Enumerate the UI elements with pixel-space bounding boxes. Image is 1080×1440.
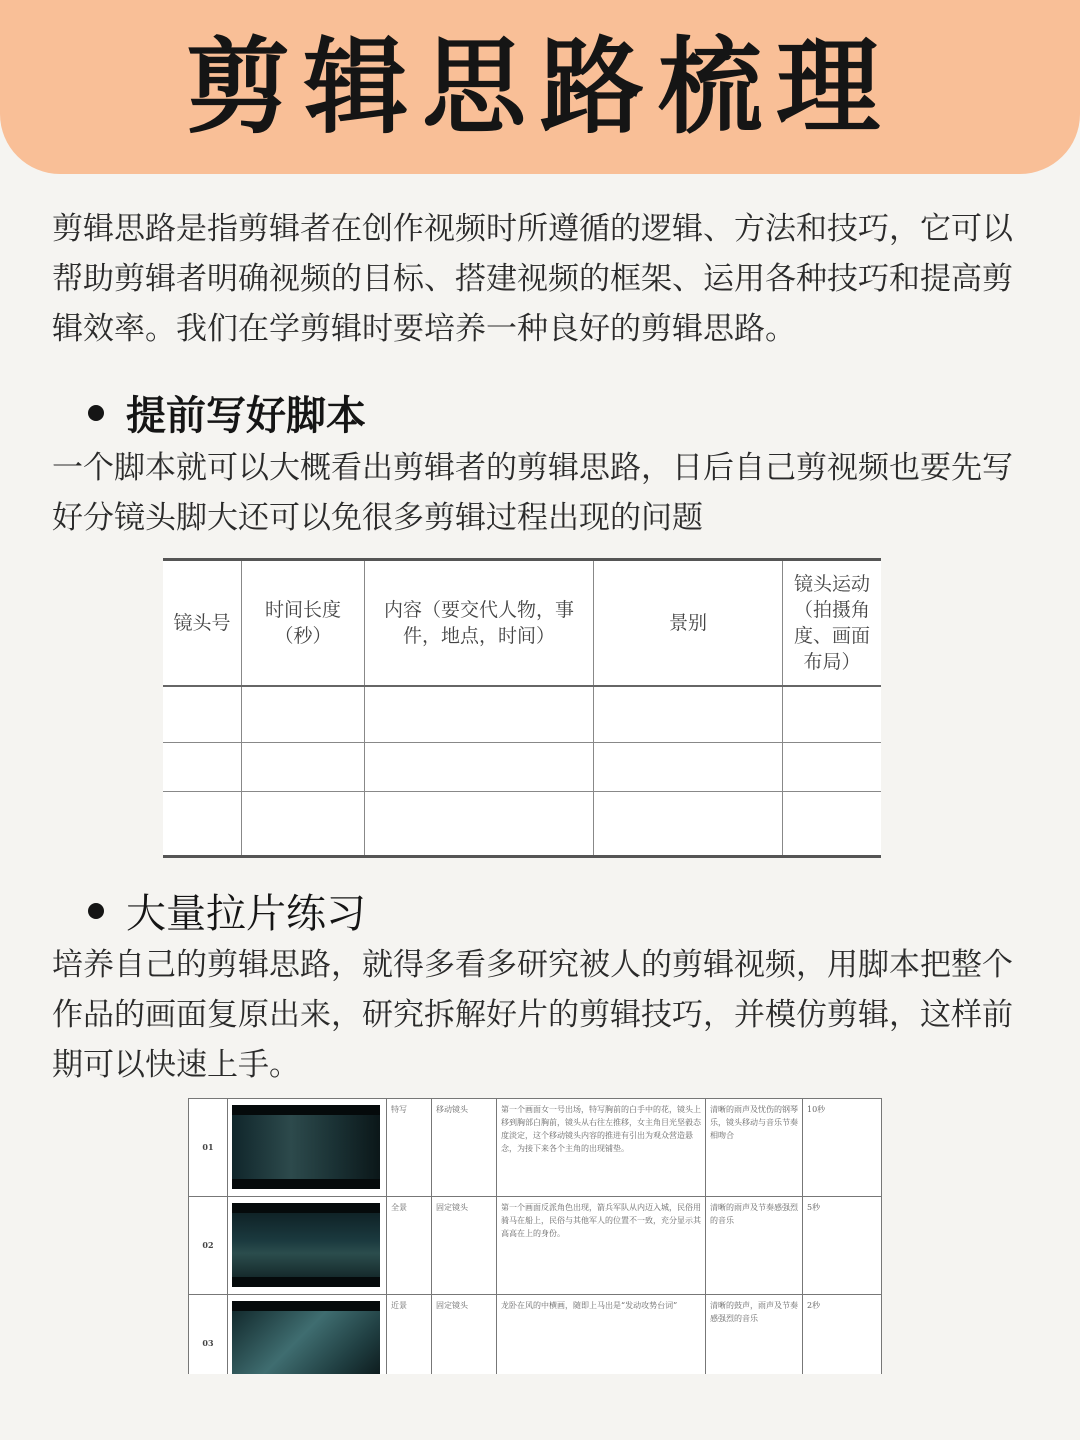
sound-notes: 清晰的雨声及忧伤的钢琴乐，镜头移动与音乐节奏相吻合 xyxy=(706,1099,803,1197)
shot-size: 全景 xyxy=(387,1197,432,1295)
table-row xyxy=(163,686,881,743)
sound-notes: 清晰的鼓声，雨声及节奏感强烈的音乐 xyxy=(706,1295,803,1375)
page-title: 剪辑思路梳理 xyxy=(185,26,894,148)
shot-number: 03 xyxy=(189,1295,228,1375)
table-row xyxy=(189,1197,882,1295)
shot-duration: 5秒 xyxy=(803,1197,882,1295)
shot-duration: 10秒 xyxy=(803,1099,882,1197)
sound-notes: 清晰的雨声及节奏感强烈的音乐 xyxy=(706,1197,803,1295)
col-header-content: 内容（要交代人物，事件，地点，时间） xyxy=(365,560,594,687)
col-header-shot-number: 镜头号 xyxy=(163,560,242,687)
film-still-image xyxy=(232,1203,380,1287)
table-row xyxy=(163,792,881,857)
bullet-icon xyxy=(88,903,104,919)
intro-paragraph: 剪辑思路是指剪辑者在创作视频时所遵循的逻辑、方法和技巧，它可以帮助剪辑者明确视频的目标、搭建视频的框架、运用各种技巧和提高剪辑效率。我们在学剪辑时要培养一种良好的剪辑思路。 xyxy=(52,211,1013,347)
table-row xyxy=(189,1295,882,1375)
script-template-table xyxy=(163,558,881,858)
table-row xyxy=(189,1099,882,1197)
shot-content: 第一个画面反派角色出现，箭兵军队从内迈入城，民俗用骑马在船上，民俗与其他军人的位置不一致，充分显示其高高在上的身份。 xyxy=(497,1197,706,1295)
table-header-row xyxy=(163,560,881,687)
table-row xyxy=(163,743,881,792)
frame-cell xyxy=(228,1099,387,1197)
col-header-duration: 时间长度（秒） xyxy=(242,560,365,687)
frame-cell xyxy=(228,1295,387,1375)
section-title-script: 提前写好脚本 xyxy=(126,393,366,439)
section-heading-script xyxy=(88,384,366,441)
film-still-image xyxy=(232,1301,380,1374)
frame-cell xyxy=(228,1197,387,1295)
section-title-breakdown: 大量拉片练习 xyxy=(126,891,366,937)
shot-content: 龙卧在风的中横画，随即上马出是“发动攻势台词” xyxy=(497,1295,706,1375)
storyboard-sample-table xyxy=(188,1098,882,1374)
camera-move: 固定镜头 xyxy=(432,1295,497,1375)
section-body-script: 一个脚本就可以大概看出剪辑者的剪辑思路，日后自己剪视频也要先写好分镜头脚大还可以免很多剪辑过程出现的问题 xyxy=(52,450,1013,536)
section-body-breakdown: 培养自己的剪辑思路，就得多看多研究被人的剪辑视频，用脚本把整个作品的画面复原出来，研究拆解好片的剪辑技巧，并模仿剪辑，这样前期可以快速上手。 xyxy=(52,947,1013,1083)
col-header-shot-size: 景别 xyxy=(594,560,783,687)
section-heading-breakdown xyxy=(88,882,366,939)
col-header-camera-movement: 镜头运动（拍摄角度、画面布局） xyxy=(783,560,882,687)
shot-number: 02 xyxy=(189,1197,228,1295)
shot-number: 01 xyxy=(189,1099,228,1197)
shot-content: 第一个画面女一号出场，特写胸前的白手中的花，镜头上移到胸部白胸前，镜头从右往左推移，女主角目光坚毅态度淡定，这个移动镜头内容的推进有引出为观众营造悬念，为接下来各个主角的出现铺垫。 xyxy=(497,1099,706,1197)
title-banner xyxy=(0,0,1080,174)
film-still-image xyxy=(232,1105,380,1189)
shot-duration: 2秒 xyxy=(803,1295,882,1375)
bullet-icon xyxy=(88,405,104,421)
shot-size: 特写 xyxy=(387,1099,432,1197)
camera-move: 移动镜头 xyxy=(432,1099,497,1197)
camera-move: 固定镜头 xyxy=(432,1197,497,1295)
shot-size: 近景 xyxy=(387,1295,432,1375)
